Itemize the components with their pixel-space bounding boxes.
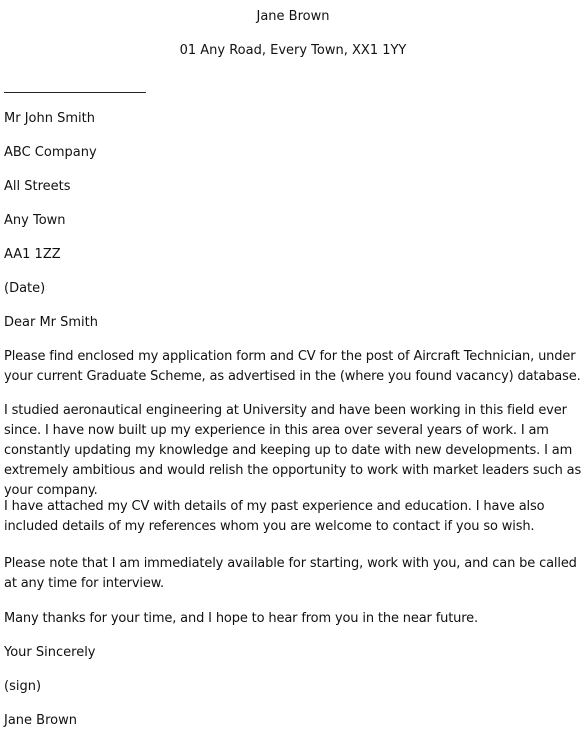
- recipient-company: ABC Company: [4, 145, 97, 160]
- sender-name: Jane Brown: [256, 9, 330, 24]
- signature-divider-line: [4, 92, 146, 93]
- letter-date: (Date): [4, 281, 46, 296]
- paragraph-experience: I studied aeronautical engineering at University and have been working in this field ever since. I have now built up my experience in this area over several years of work. I am constantly updating my knowledge and keeping up to date with new developments. I am extremely ambitious and would relish the opportunity to work with market leaders such as your company.: [4, 403, 582, 498]
- salutation: Dear Mr Smith: [4, 315, 99, 330]
- paragraph-cv-details: I have attached my CV with details of my past experience and education. I have also included details of my references whom you are welcome to contact if you so wish.: [4, 499, 545, 534]
- recipient-street: All Streets: [4, 179, 71, 194]
- recipient-town: Any Town: [4, 213, 66, 228]
- recipient-name: Mr John Smith: [4, 111, 95, 126]
- recipient-postcode: AA1 1ZZ: [4, 247, 61, 262]
- paragraph-availability: Please note that I am immediately available for starting, work with you, and can be called at any time for interview.: [4, 556, 577, 591]
- signature-placeholder: (sign): [4, 679, 42, 694]
- closing: Your Sincerely: [4, 645, 96, 660]
- paragraph-thanks: Many thanks for your time, and I hope to hear from you in the near future.: [4, 611, 479, 626]
- paragraph-application: Please find enclosed my application form and CV for the post of Aircraft Technician, under your current Graduate Scheme, as advertised in the (where you found vacancy) database.: [4, 349, 581, 384]
- signoff-name: Jane Brown: [4, 713, 77, 728]
- sender-address: 01 Any Road, Every Town, XX1 1YY: [179, 43, 407, 58]
